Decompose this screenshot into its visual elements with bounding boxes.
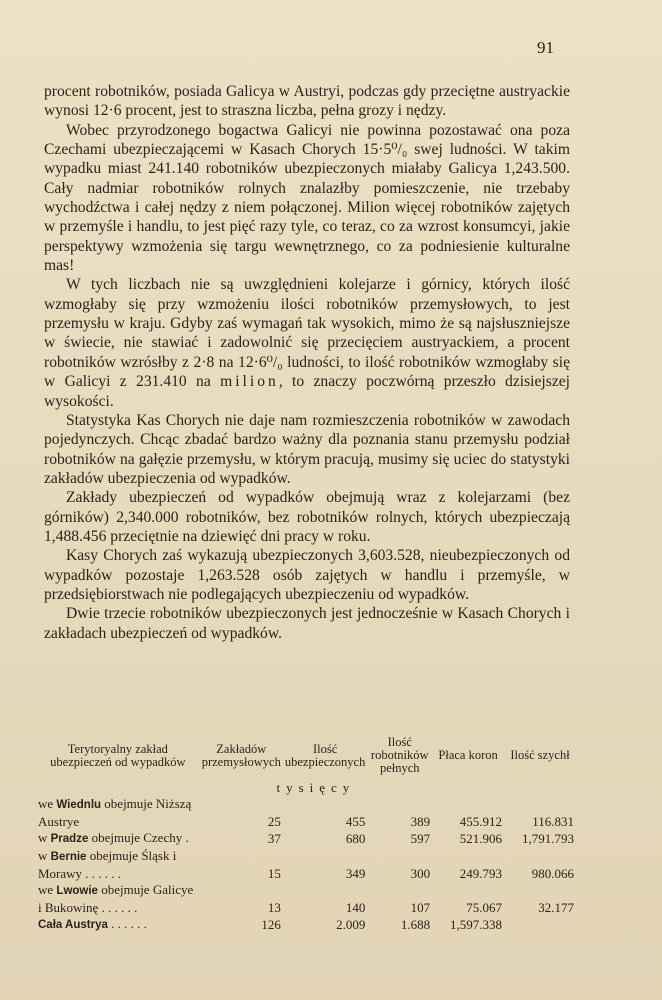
table-row [36,916,576,934]
row-label-name: Lwowie [56,885,98,898]
table-row [36,848,576,882]
table-row [36,882,576,916]
table-cell: 126 [261,917,281,933]
table-cell: 25 [267,813,281,829]
table-cell: 15 [267,865,281,881]
paragraph-6: Kasy Chorych zaś wykazują ubezpieczonych 3,603.528, nieubezpieczonych od wypadków pozostaje 1,263.528 osób zajętych w handlu i przemyśle, w przedsiębiorstwach nie podlegających ubezpieczeniu od wypadków. [44,547,570,603]
header-region: Terytoryalny zakład ubezpieczeń od wypadków [50,741,186,769]
row-label-dots: . . . . . . [82,865,122,881]
header-wages: Płaca koron [438,748,498,763]
row-label-rest: obejmuje Galicye i Bukowinę [38,882,194,915]
table-row [36,796,576,830]
table-cell: 13 [267,899,281,915]
spaced-word: milion [220,373,279,391]
row-label-rest: obejmuje Niższą Austrye [38,796,192,829]
paragraph-3 [44,275,570,410]
table-cell: 32.177 [538,899,574,915]
table-cell [504,916,576,934]
table-cell: 1.688 [400,917,431,933]
table-cell: 680 [345,831,366,847]
table-row [36,830,576,848]
table-cell: 107 [410,899,431,915]
table-cell: 455.912 [459,813,503,829]
header-establishments: Zakładów przemysłowych [201,741,281,769]
table-header-row [36,736,576,780]
page-number: 91 [537,38,554,57]
paragraph-3-tail: , to znaczy poczwórną przeszło dzisiejszej wysokości. [44,373,571,410]
table-cell: 521.906 [459,831,503,847]
row-label-rest: obejmuje Czechy [88,830,183,846]
table-cell: 140 [345,899,366,915]
row-label-dots: . . . . . . [98,899,138,915]
statistics-table [36,736,576,934]
row-label-rest: obejmuje Śląsk i Morawy [38,847,177,881]
table-cell: 2.009 [336,917,366,933]
row-label [36,848,200,882]
row-label-name: Bernie [50,850,87,863]
header-insured: Ilość ubezpieczonych [284,741,366,769]
paragraph-5: Zakłady ubezpieczeń od wypadków obejmują wraz z kolejarzami (bez górników) 2,340.000 robotników, bez robotników rolnych, których ubezpieczają 1,488.456 przeciętnie na dziewięć dni pracy w roku. [44,489,570,545]
paragraph-4: Statystyka Kas Chorych nie daje nam rozmieszczenia robotników w zawodach pojedynczych. Chcąc zbadać bardzo ważny dla poznania stanu przemysłu podział robotników na gałęzie przemysłu, w którym pracują, musimy się uciec do statystyki zakładów ubezpieczenia od wypadków. [44,411,570,487]
row-label [36,882,200,916]
table-cell: 389 [410,813,431,829]
row-label [36,916,200,934]
header-full-workers: Ilość robotników pełnych [370,735,429,776]
header-shifts: Ilość szychł [510,748,570,763]
paragraph-7: Dwie trzecie robotników ubezpieczonych jest jednocześnie w Kasach Chorych i zakładach ubezpieczeń od wypadków. [44,605,570,642]
row-label-name: Wiednlu [56,799,102,812]
table-cell: 37 [267,831,281,847]
paragraph-2: Wobec przyrodzonego bogactwa Galicyi nie powinna pozostawać ona poza Czechami ubezpieczającemi w Kasach Chorych 15·5⁰/₀ swej ludności. W takim wypadku miast 241.140 robotników ubezpieczonych miałaby Galicya 1,243.500. Cały nadmiar robotników rolnych znalazłby pomieszczenie, nie trzebaby wychodźctwa i całej nędzy z niem połączonej. Milion więcej robotników zajętych w przemyśle i handlu, to jest pięć razy tyle, co teraz, co za wzrost konsumcyi, jakie perspektywy wzmożenia się targu wewnętrznego, co za podniesienie kulturalne mas! [44,121,570,275]
row-label-prefix: w [38,830,48,846]
table-cell: 300 [410,865,431,881]
unit-label: tysięcy [276,779,356,795]
row-label-name: Cała Austrya [38,919,108,932]
row-label-prefix: we [38,796,54,812]
table-cell: 249.793 [459,865,503,881]
table-cell: 116.831 [532,813,574,829]
row-label-dots: . . . . . . [107,916,147,932]
row-label [36,830,200,848]
table-cell: 349 [345,865,366,881]
row-label-prefix: we [38,882,54,898]
row-label-prefix: w [38,847,48,863]
table-cell: 455 [345,813,366,829]
paragraph-1: procent robotników, posiada Galicya w Austryi, podczas gdy przeciętne austryackie wynosi 12·6 procent, jest to straszna liczba, pełna grozy i nędzy. [44,83,570,120]
row-label [36,796,200,830]
row-label-name: Pradze [50,833,89,846]
paragraph-3-text: W tych liczbach nie są uwzględnieni kolejarze i górnicy, których ilość wzmogłaby się przy wzmożeniu ilości robotników przemysłowych, to jest przemysłu w kraju. Gdyby zaś wymagań tak wysokich, mimo że są najsłuszniejsze w świecie, nie stawiać i zadowolnić się przecięciem austryackiem, a procent robotników wzrósłby z 2·8 na 12·6⁰/₀ ludności, to ilość robotników wzmogłaby się w Galicyi z 231.410 na [44,276,570,391]
table-cell: 980.066 [531,865,574,881]
table-cell: 75.067 [466,899,503,915]
body-text [44,82,570,643]
table-cell: 1,791.793 [522,831,574,847]
table-cell: 597 [410,831,431,847]
row-label-dots: . [182,830,189,846]
table-cell: 1,597.338 [450,917,503,933]
